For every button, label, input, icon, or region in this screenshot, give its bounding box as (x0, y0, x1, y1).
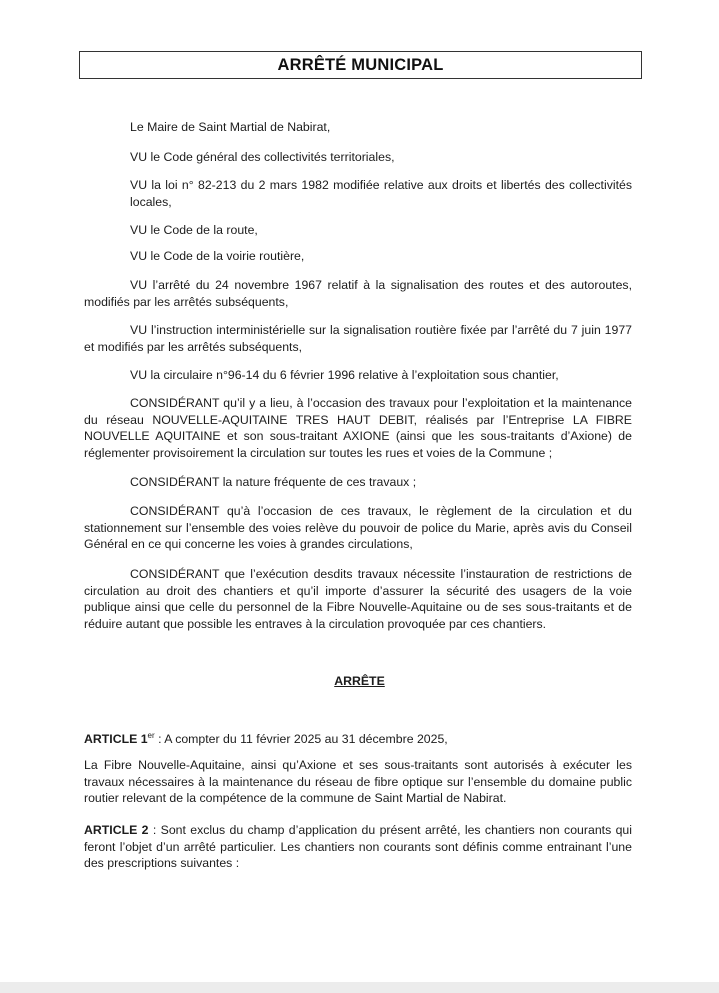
arrete-heading: ARRÊTE (334, 674, 385, 688)
article-2 (84, 822, 632, 872)
article-2-text: : Sont exclus du champ d’application du présent arrêté, les chantiers non courants qui feront l’objet d’un arrêté particulier. Les chantiers non courants sont définis comme entrainant l’une des prescriptions suivantes : (84, 823, 632, 870)
vu-instruction: VU l’instruction interministérielle sur la signalisation routière fixée par l’arrêté du 7 juin 1977 et modifiés par les arrêtés subséquents, (84, 323, 632, 354)
article-1-date: A compter du 11 février 2025 au 31 décembre 2025, (161, 732, 448, 746)
article-2-label: ARTICLE 2 (84, 823, 149, 837)
considerant-3: CONSIDÉRANT qu’à l’occasion de ces travaux, le règlement de la circulation et du stationnement sur l’ensemble des voies relève du pouvoir de police du Marie, après avis du Conseil Général en ce qui concerne les voies à grandes circulations, (84, 504, 632, 551)
title-box (79, 51, 642, 79)
article-1-sup: er (147, 730, 155, 740)
considerant-4: CONSIDÉRANT que l’exécution desdits travaux nécessite l’instauration de restrictions de circulation au droit des chantiers et qu’il importe d’assurer la sécurité des usagers de la voie publique ainsi que celle du personnel de la Fibre Nouvelle-Aquitaine ou de ses sous-traitants et de réduire autant que possible les entraves à la circulation provoquée par ces chantiers. (84, 567, 632, 631)
article-1-label: ARTICLE 1 (84, 732, 148, 746)
considerant-1: CONSIDÉRANT qu’il y a lieu, à l’occasion des travaux pour l’exploitation et la maintenance du réseau NOUVELLE-AQUITAINE TRES HAUT DEBIT, réalisés par l’Entreprise LA FIBRE NOUVELLE AQUITAINE et son sous-traitant AXIONE (ainsi que les sous-traitants d’Axione) de réglementer provisoirement la circulation sur toutes les rues et voies de la Commune ; (84, 396, 632, 460)
maire-line: Le Maire de Saint Martial de Nabirat, (130, 120, 331, 134)
article-1-body: La Fibre Nouvelle-Aquitaine, ainsi qu’Axione et ses sous-traitants sont autorisés à exécuter les travaux nécessaires à la maintenance du réseau de fibre optique sur l’ensemble du domaine public routier relevant de la compétence de la commune de Saint Martial de Nabirat. (84, 758, 632, 805)
vu-route: VU le Code de la route, (130, 223, 258, 237)
document-title: ARRÊTÉ MUNICIPAL (277, 55, 444, 74)
vu-loi: VU la loi n° 82-213 du 2 mars 1982 modifiée relative aux droits et libertés des collectivités locales, (130, 178, 632, 209)
vu-arrete: VU l’arrêté du 24 novembre 1967 relatif à la signalisation des routes et des autoroutes, modifiés par les arrêtés subséquents, (84, 278, 632, 309)
article-1-colon: : (154, 732, 162, 746)
vu-voirie: VU le Code de la voirie routière, (130, 249, 305, 263)
bottom-strip (0, 982, 719, 993)
vu-circulaire: VU la circulaire n°96-14 du 6 février 1996 relative à l’exploitation sous chantier, (130, 368, 559, 382)
considerant-2: CONSIDÉRANT la nature fréquente de ces travaux ; (130, 475, 417, 489)
vu-cgct: VU le Code général des collectivités territoriales, (130, 150, 395, 164)
article-1-header (84, 731, 448, 748)
